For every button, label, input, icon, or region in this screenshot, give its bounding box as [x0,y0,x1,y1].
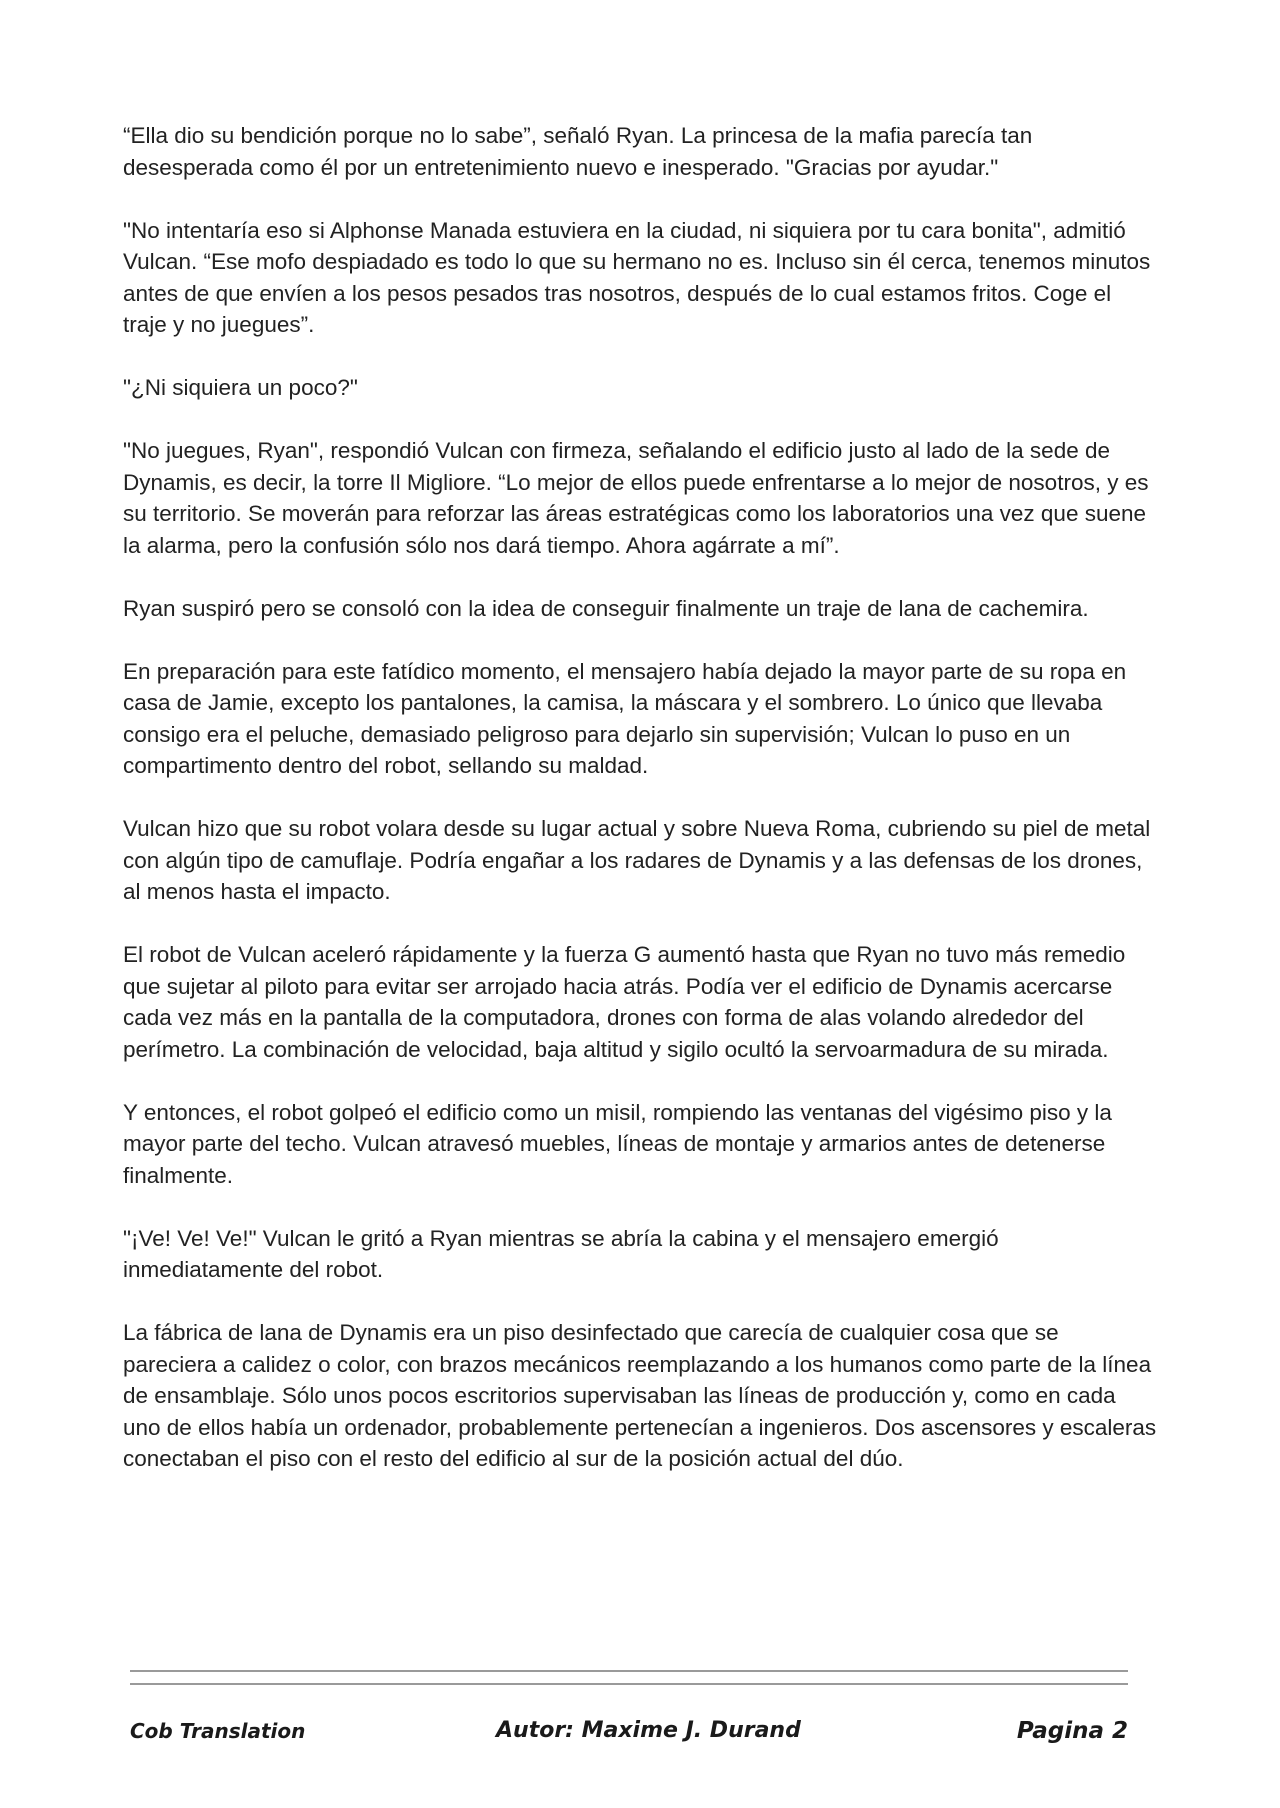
paragraph: La fábrica de lana de Dynamis era un piso desinfectado que carecía de cualquier cosa que se pareciera a calidez o color, con brazos mecánicos reemplazando a los humanos como parte de la línea de ensamblaje. Sólo unos pocos escritorios supervisaban las líneas de producción y, como en cada uno de ellos había un ordenador, probablemente pertenecían a ingenieros. Dos ascensores y escaleras conectaban el piso con el resto del edificio al sur de la posición actual del dúo. [123,1320,1157,1471]
paragraph: En preparación para este fatídico momento, el mensajero había dejado la mayor parte de su ropa en casa de Jamie, excepto los pantalones, la camisa, la máscara y el sombrero. Lo único que llevaba consigo era el peluche, demasiado peligroso para dejarlo sin supervisión; Vulcan lo puso en un compartimento dentro del robot, sellando su maldad. [123,658,1127,778]
paragraph: “Ella dio su bendición porque no lo sabe”, señaló Ryan. La princesa de la mafia parecía tan desesperada como él por un entretenimiento nuevo e inesperado. "Gracias por ayudar." [123,123,1033,180]
body-text [123,120,1158,1506]
paragraph: "¿Ni siquiera un poco?" [123,375,358,400]
paragraph: "No juegues, Ryan", respondió Vulcan con firmeza, señalando el edificio justo al lado de la sede de Dynamis, es decir, la torre Il Migliore. “Lo mejor de ellos puede enfrentarse a lo mejor de nosotros, y es su territorio. Se moverán para reforzar las áreas estratégicas como los laboratorios una vez que suene la alarma, pero la confusión sólo nos dará tiempo. Ahora agárrate a mí”. [123,438,1149,558]
paragraph: Ryan suspiró pero se consoló con la idea de conseguir finalmente un traje de lana de cachemira. [123,595,1089,621]
paragraph: "No intentaría eso si Alphonse Manada estuviera en la ciudad, ni siquiera por tu cara bonita", admitió Vulcan. “Ese mofo despiadado es todo lo que su hermano no es. Incluso sin él cerca, tenemos minutos antes de que envíen a los pesos pesados tras nosotros, después de lo cual estamos fritos. Coge el traje y no juegues”. [123,217,1151,337]
footer-translator: Cob Translation [130,1719,306,1743]
paragraph: "¡Ve! Ve! Ve!" Vulcan le gritó a Ryan mientras se abría la cabina y el mensajero emergió inmediatamente del robot. [123,1225,999,1282]
paragraph: Vulcan hizo que su robot volara desde su lugar actual y sobre Nueva Roma, cubriendo su piel de metal con algún tipo de camuflaje. Podría engañar a los radares de Dynamis y a las defensas de los drones, al menos hasta el impacto. [123,816,1151,904]
paragraph: Y entonces, el robot golpeó el edificio como un misil, rompiendo las ventanas del vigésimo piso y la mayor parte del techo. Vulcan atravesó muebles, líneas de montaje y armarios antes de detenerse finalmente. [123,1099,1112,1188]
page-footer [130,1714,1128,1748]
footer-divider-bottom [130,1683,1128,1685]
paragraph: El robot de Vulcan aceleró rápidamente y la fuerza G aumentó hasta que Ryan no tuvo más remedio que sujetar al piloto para evitar ser arrojado hacia atrás. Podía ver el edificio de Dynamis acercarse cada vez más en la pantalla de la computadora, drones con forma de alas volando alrededor del perímetro. La combinación de velocidad, baja altitud y sigilo ocultó la servoarmadura de su mirada. [123,942,1126,1062]
footer-page-number: Pagina 2 [1016,1718,1128,1744]
footer-author: Autor: Maxime J. Durand [496,1718,801,1743]
footer-divider-top [130,1670,1128,1672]
